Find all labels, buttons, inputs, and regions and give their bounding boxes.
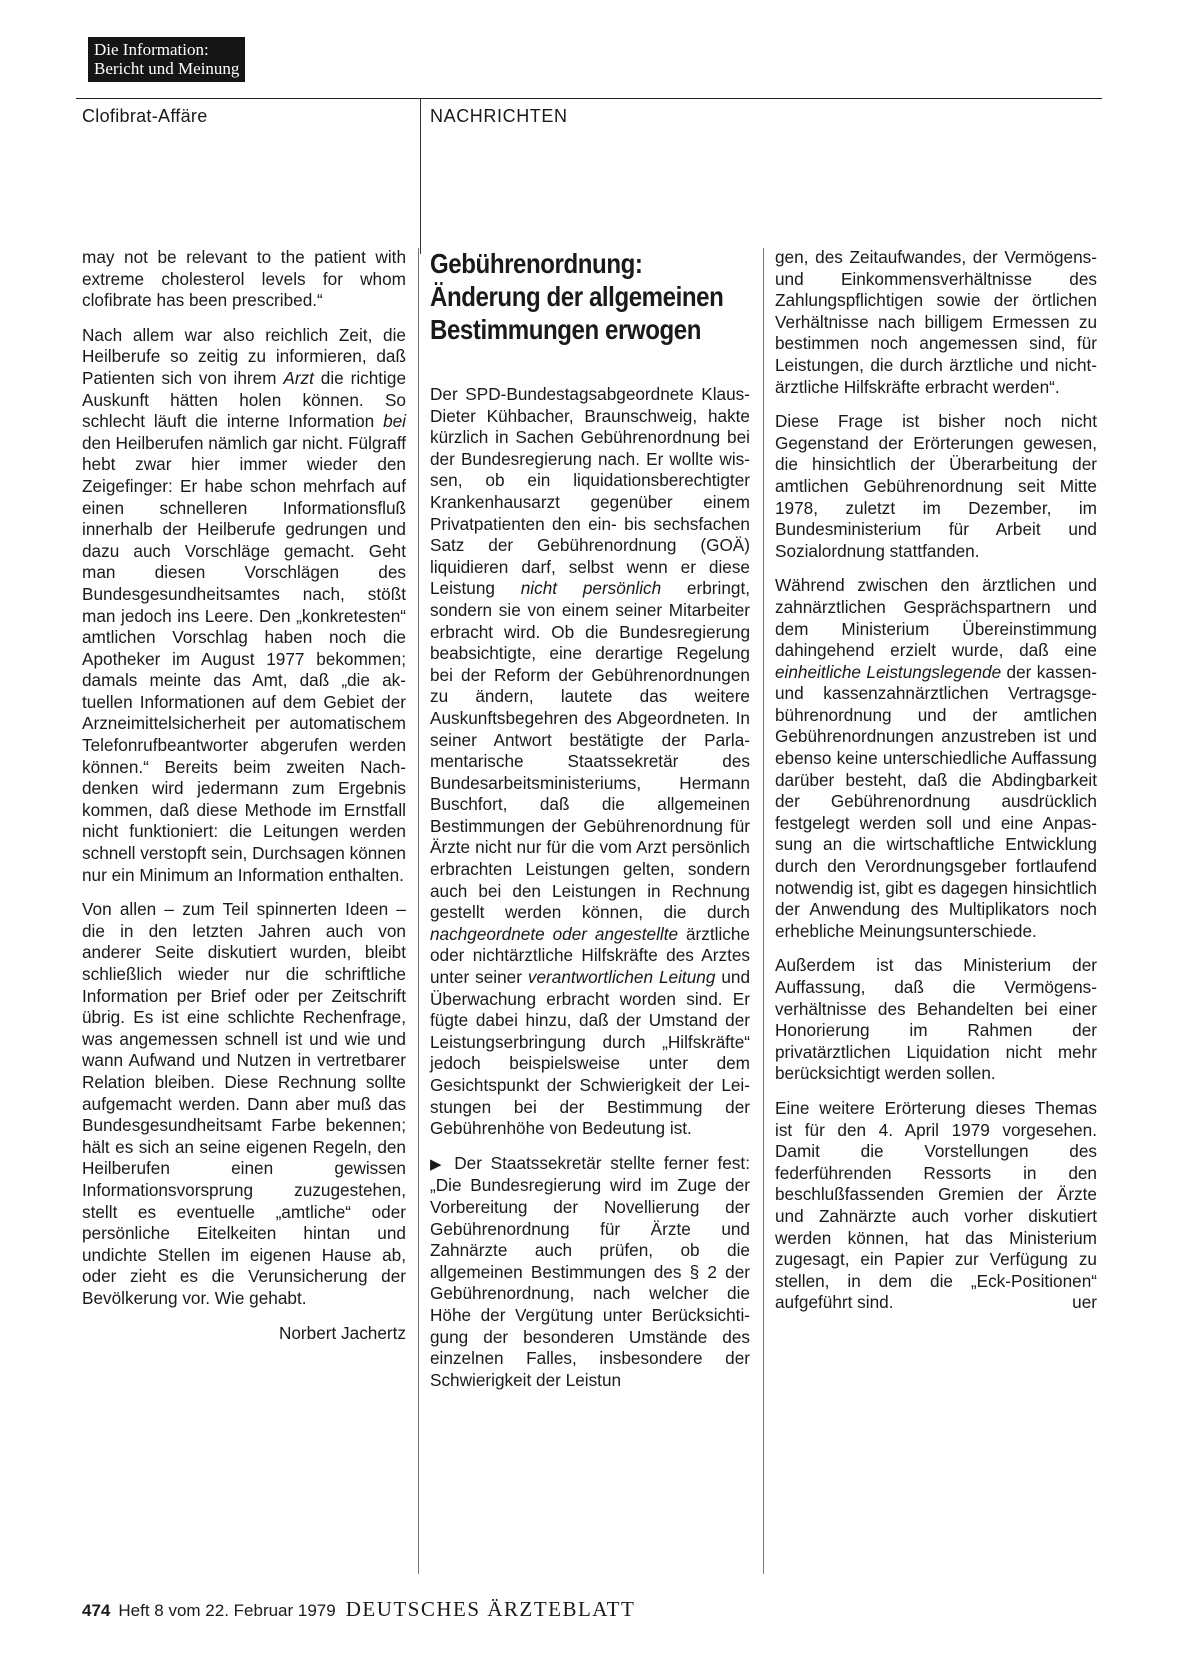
article-column-3 (775, 247, 1097, 1327)
page-number: 474 (82, 1601, 111, 1620)
issue-info: Heft 8 vom 22. Februar 1979 (118, 1601, 336, 1620)
paragraph: Der SPD-Bundestagsabgeordnete Klaus-Dieter Kühbacher, Braunschweig, hakte kürzlich in Sachen Gebührenordnung bei der Bundesregierung nach. Er wollte wissen, ob ein liquidationsberechtigter Krankenhausarzt gegenüber einem Privatpatienten den ein- bis sechsfachen Satz der Gebührenordnung (GOÄ) liquidieren darf, selbst wenn er diese Leistung nicht persönlich erbringt, sondern sie von einem seiner Mitarbeiter erbracht wird. Ob die Bundesregierung beabsichtigte, eine derartige Regelung bei der Reform der Gebührenordnungen zu ändern, lautete das weitere Auskunftsbegehren des Abgeordneten. In seiner Antwort bestätigte der Parlamentarische Staatssekretär des Bundesarbeitsministeriums, Hermann Buschfort, daß die allgemeinen Bestimmungen der Gebührenordnung für Ärzte nicht nur für die vom Arzt persönlich erbrachten Leistungen gelten, sondern auch bei den Leistungen in Rechnung gestellt werden können, die durch nachgeordnete oder angestellte ärztliche oder nichtärztliche Hilfskräfte des Arztes unter seiner verantwortlichen Leitung und Überwachung erbracht worden sind. Er fügte dabei hinzu, daß der Umstand der Leistungserbringung durch „Hilfskräfte“ jedoch beispielsweise unter dem Gesichtspunkt der Schwierigkeit der Leistungen bei der Bestimmung der Gebührenhöhe von Bedeutung ist. (430, 384, 750, 1139)
section-masthead (88, 37, 245, 82)
article-column-1 (82, 247, 406, 1357)
journal-title: DEUTSCHES ÄRZTEBLATT (345, 1597, 636, 1621)
paragraph: gen, des Zeitaufwandes, der Vermögens- und Einkommensverhältnisse des Zahlungspflichtigen sowie der örtlichen Verhältnisse nach billigem Ermessen zu bestimmen noch angemessen sind, für Leistungen, die durch ärztliche und nicht-ärztliche Hilfskräfte erbracht werden“. (775, 247, 1097, 397)
author-initials: uer (1072, 1292, 1097, 1313)
column-divider-1 (418, 248, 419, 1574)
column-divider-2 (763, 248, 764, 1574)
arrow-icon: ▶ (430, 1155, 446, 1173)
header-rule (76, 98, 1102, 99)
paragraph: Von allen – zum Teil spinnerten Ideen – die in den letzten Jahren auch von anderer Seite diskutiert wurden, bleibt schließlich wieder nur die schriftliche Information per Brief oder per Zeitschrift übrig. Es ist eine schlichte Rechenfrage, was angemessen schnell ist und wie und wann Aufwand und Nutzen in vertretbarer Relation bleiben. Diese Rechnung sollte aufgemacht werden. Dann aber muß das Bundesgesundheitsamt Farbe bekennen; hält es sich an seine eigenen Regeln, den Heilberufen einen gewissen Informationsvorsprung zuzugestehen, stellt es eventuelle „amtliche“ oder persönliche Eitelkeiten hintan und undichte Stellen im eigenen Hause ab, oder zieht es die Verunsicherung der Bevölkerung vor. Wie gehabt. (82, 899, 406, 1308)
section-label-left: Clofibrat-Affäre (82, 106, 208, 126)
masthead-line-1: Die Information: (94, 40, 209, 59)
paragraph: ▶ Der Staatssekretär stellte ferner fest: „Die Bundesregierung wird im Zuge der Vorbereitung der Novellierung der Gebührenordnung für Ärzte und Zahnärzte auch prüfen, ob die allgemeinen Bestimmungen des § 2 der Gebührenordnung, nach welcher die Höhe der Vergütung unter Berücksichtigung der besonderen Umstände des einzelnen Falles, insbesondere der Schwierigkeit der Leistun (430, 1152, 750, 1390)
section-label-right: NACHRICHTEN (430, 106, 568, 126)
header-column-divider (420, 98, 421, 254)
page-footer (82, 1597, 635, 1622)
paragraph: Außerdem ist das Ministerium der Auffassung, daß die Vermögensverhältnisse des Behandelten bei einer Honorierung im Rahmen der privatärztlichen Liquidation nicht mehr berücksichtigt werden sollen. (775, 955, 1097, 1084)
paragraph: Diese Frage ist bisher noch nicht Gegenstand der Erörterungen gewesen, die hinsichtlich der Überarbeitung der amtlichen Gebührenordnung seit Mitte 1978, zuletzt im Dezember, im Bundesministerium für Arbeit und Sozialordnung stattfanden. (775, 411, 1097, 561)
masthead-line-2: Bericht und Meinung (94, 59, 240, 78)
paragraph: Nach allem war also reichlich Zeit, die Heilberufe so zeitig zu informieren, daß Patienten sich von ihrem Arzt die richtige Auskunft hätten holen können. So schlecht läuft die interne Information bei den Heilberufen nämlich gar nicht. Fülgraff hebt zwar hier immer wieder den Zeigefinger: Er habe schon mehrfach auf einen schnelleren Informationsfluß innerhalb der Heilberufe gedrungen und dazu auch Vorschläge gemacht. Geht man diesen Vorschlägen des Bundesgesundheitsamtes nach, stößt man jedoch ins Leere. Den „konkretesten“ amtlichen Vorschlag haben noch die Apotheker im August 1977 bekommen; damals meinte das Amt, daß „die aktuellen Informationen auf dem Gebiet der Arzneimittelsicherheit per automatischem Telefonrufbeantworter abgerufen werden können.“ Bereits beim zweiten Nachdenken wird jedermann zum Ergebnis kommen, daß diese Methode im Ernstfall nicht funktioniert: die Leitungen werden schnell verstopft sein, Durchsagen können nur ein Minimum an Information enthalten. (82, 324, 406, 885)
paragraph: may not be relevant to the patient with extreme cholesterol levels for whom clofibrate has been prescribed.“ (82, 247, 406, 311)
article-headline: Gebührenordnung: Änderung der allgemeinen Bestimmungen erwogen (430, 248, 724, 345)
paragraph: Eine weitere Erörterung dieses Themas ist für den 4. April 1979 vorgesehen. Damit die Vorstellungen des federführenden Ressorts in den beschlußfassenden Gremien der Ärzte und Zahnärzte auch vorher diskutiert werden können, hat das Ministerium zugesagt, ein Papier zur Verfügung zu stellen, in dem die „Eck-Positionen“ aufgeführt sind. uer (775, 1097, 1097, 1313)
article-column-2 (430, 247, 750, 1404)
author-signature: Norbert Jachertz (278, 1322, 406, 1343)
paragraph: Während zwischen den ärztlichen und zahnärztlichen Gesprächspartnern und dem Ministerium Übereinstimmung dahingehend erzielt wurde, daß eine einheitliche Leistungslegende der kassen- und kassenzahnärztlichen Vertragsgebührenordnung und der amtlichen Gebührenordnungen anzustreben ist und ebenso keine unterschiedliche Auffassung darüber besteht, daß die Abdingbarkeit der Gebührenordnung ausdrücklich festgelegt werden soll und eine Anpassung an die wirtschaftliche Entwicklung durch den Verordnungsgeber fortlaufend notwendig ist, gibt es dagegen hinsichtlich der Anwendung des Multiplikators noch erhebliche Meinungsunterschiede. (775, 575, 1097, 941)
